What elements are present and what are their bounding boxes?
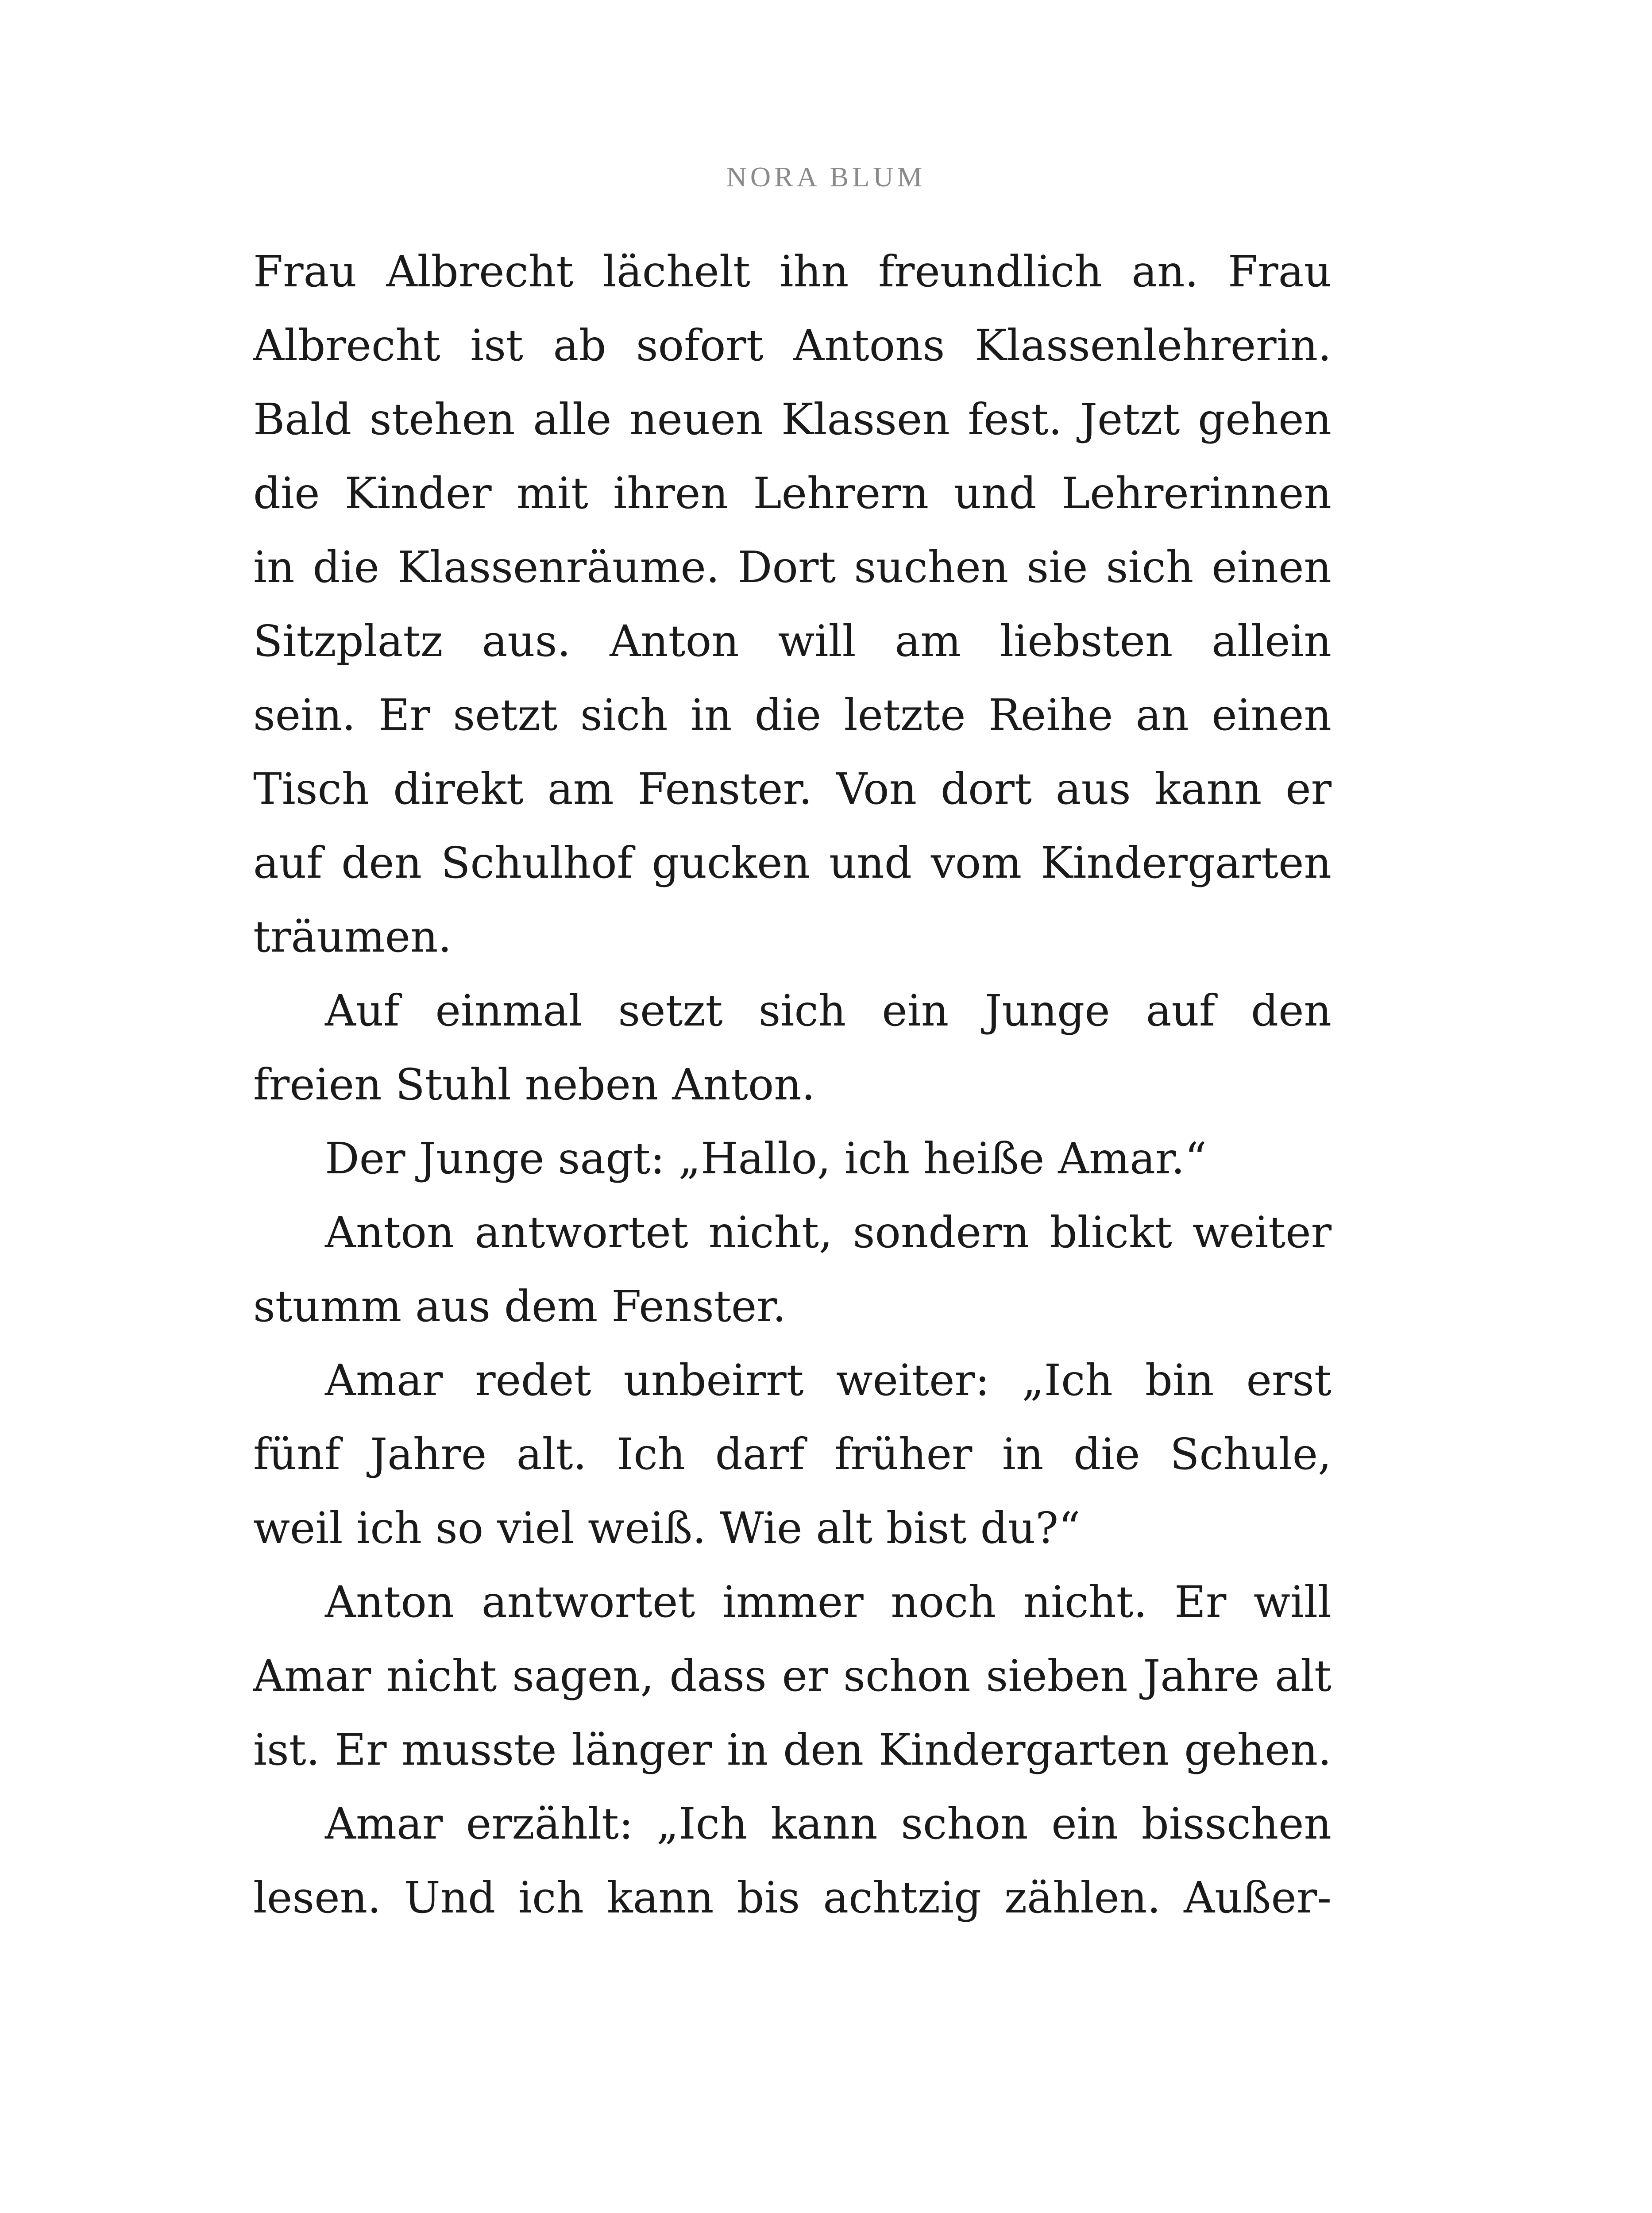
- text-line: träumen.: [253, 912, 452, 962]
- text-line: Albrecht ist ab sofort Antons Klassenlehrerin.: [253, 320, 1332, 370]
- text-line: lesen. Und ich kann bis achtzig zählen. Außer-: [253, 1873, 1332, 1923]
- text-line: Tisch direkt am Fenster. Von dort aus kann er: [253, 764, 1332, 814]
- text-line: Anton antwortet immer noch nicht. Er will: [325, 1577, 1332, 1627]
- body-text: [253, 235, 1332, 1935]
- text-line: Amar redet unbeirrt weiter: „Ich bin erst: [325, 1355, 1332, 1405]
- text-line: Anton antwortet nicht, sondern blickt weiter: [325, 1207, 1332, 1257]
- text-line: fünf Jahre alt. Ich darf früher in die Schule,: [253, 1429, 1332, 1479]
- text-line: Amar nicht sagen, dass er schon sieben Jahre alt: [253, 1651, 1332, 1701]
- text-line: in die Klassenräume. Dort suchen sie sich einen: [253, 542, 1332, 592]
- text-line: sein. Er setzt sich in die letzte Reihe an einen: [253, 690, 1332, 740]
- text-line: stumm aus dem Fenster.: [253, 1281, 786, 1331]
- text-line: freien Stuhl neben Anton.: [253, 1060, 815, 1110]
- text-line: die Kinder mit ihren Lehrern und Lehrerinnen: [253, 468, 1332, 518]
- text-line: Frau Albrecht lächelt ihn freundlich an. Frau: [253, 247, 1332, 297]
- text-line: Amar erzählt: „Ich kann schon ein bisschen: [325, 1799, 1332, 1849]
- text-line: Der Junge sagt: „Hallo, ich heiße Amar.“: [325, 1133, 1207, 1184]
- text-line: weil ich so viel weiß. Wie alt bist du?“: [253, 1503, 1081, 1553]
- text-line: Sitzplatz aus. Anton will am liebsten allein: [253, 616, 1332, 666]
- text-line: ist. Er musste länger in den Kindergarten gehen.: [253, 1725, 1332, 1775]
- running-head: NORA BLUM: [726, 161, 926, 193]
- text-line: Auf einmal setzt sich ein Junge auf den: [325, 986, 1332, 1036]
- text-line: Bald stehen alle neuen Klassen fest. Jetzt gehen: [253, 394, 1332, 444]
- text-line: auf den Schulhof gucken und vom Kindergarten: [253, 838, 1332, 888]
